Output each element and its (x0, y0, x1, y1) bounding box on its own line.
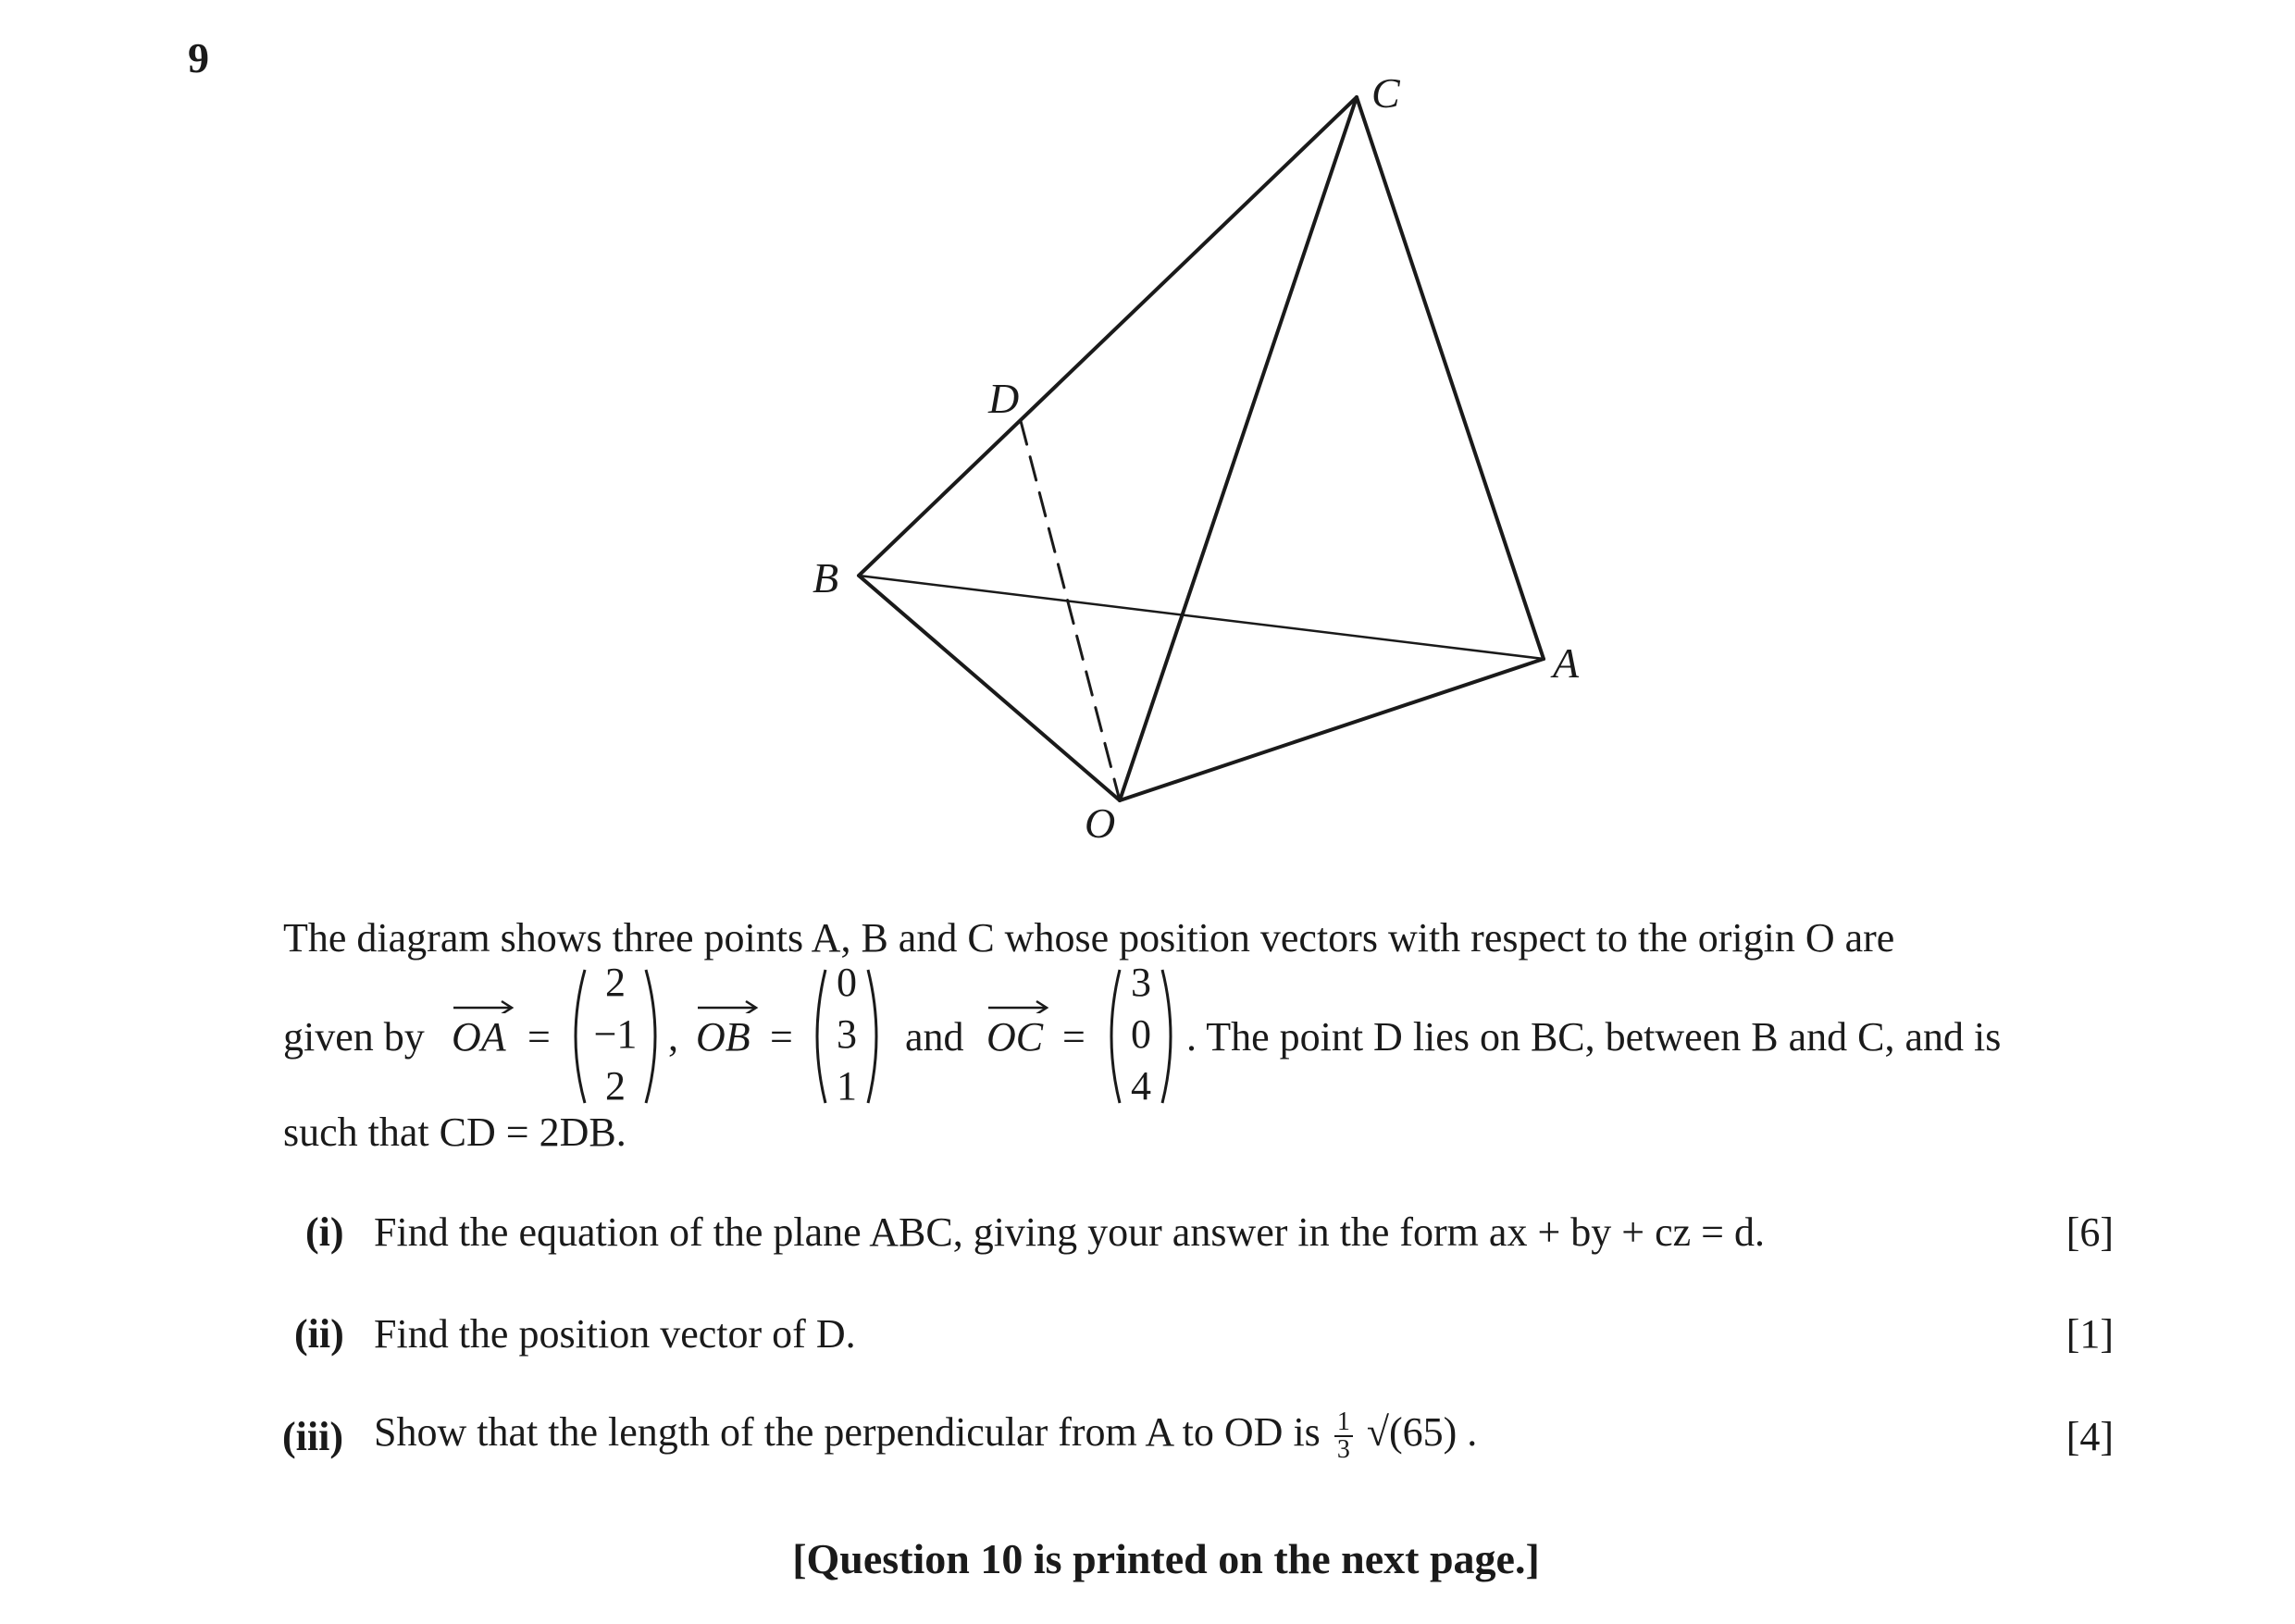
fraction-one-third: $\frac{1}{3}$ (1334, 1409, 1353, 1463)
ob-y: 3 (837, 1011, 857, 1057)
comma: , (668, 1014, 678, 1060)
oc-x: 3 (1131, 960, 1151, 1005)
edge-ca (1357, 97, 1544, 659)
oc-z: 4 (1131, 1063, 1151, 1109)
ob-x: 0 (837, 960, 857, 1005)
vector-oa: OA (452, 1013, 506, 1060)
edge-do-dashed (1021, 421, 1120, 800)
label-a: A (1553, 639, 1580, 687)
oc-y: 0 (1131, 1011, 1151, 1057)
equals-ob: = (770, 1014, 793, 1060)
edge-ao (1120, 659, 1544, 800)
given-by-text: given by (283, 1014, 425, 1060)
oa-y: −1 (593, 1011, 638, 1057)
column-vector-oc (1101, 962, 1181, 1110)
oa-x: 2 (605, 960, 626, 1005)
edge-bo (859, 576, 1120, 800)
and-text: and (905, 1014, 964, 1060)
vector-oc: OC (986, 1013, 1043, 1060)
part-ii-text: Find the position vector of D. (374, 1311, 856, 1357)
label-c: C (1371, 69, 1400, 117)
next-page-note: [Question 10 is printed on the next page.] (792, 1535, 1540, 1582)
part-i-text: Find the equation of the plane ABC, giving your answer in the form ax + by + cz = d. (374, 1209, 1765, 1255)
part-ii-label: (ii) (294, 1311, 344, 1357)
label-b: B (813, 554, 839, 601)
intro-line-3: such that CD = 2DB. (283, 1110, 626, 1155)
part-i-marks: [6] (2066, 1209, 2114, 1255)
part-iii-text-before: Show that the length of the perpendicular from A to OD is (374, 1409, 1321, 1455)
part-i-label: (i) (305, 1209, 344, 1255)
intro-line-1: The diagram shows three points A, B and C whose position vectors with respect to the origin O are (283, 915, 1895, 961)
part-iii-text-after: √(65) . (1366, 1409, 1478, 1455)
edge-bc (859, 97, 1357, 576)
part-iii-marks: [4] (2066, 1414, 2114, 1459)
label-d: D (988, 375, 1020, 422)
edge-ba (859, 576, 1544, 659)
intro-line-2-tail: . The point D lies on BC, between B and C, and is (1186, 1014, 2002, 1060)
column-vector-ob (807, 962, 887, 1110)
part-iii-label: (iii) (282, 1414, 343, 1459)
label-o: O (1085, 800, 1116, 847)
edge-oc (1120, 97, 1357, 800)
equals-oa: = (527, 1014, 551, 1060)
ob-z: 1 (837, 1063, 857, 1109)
oa-z: 2 (605, 1063, 626, 1109)
part-iii-text (374, 1408, 1477, 1463)
vector-ob: OB (696, 1013, 751, 1060)
part-ii-marks: [1] (2066, 1311, 2114, 1357)
equals-oc: = (1062, 1014, 1085, 1060)
column-vector-oa (564, 962, 666, 1110)
question-number: 9 (188, 34, 209, 81)
